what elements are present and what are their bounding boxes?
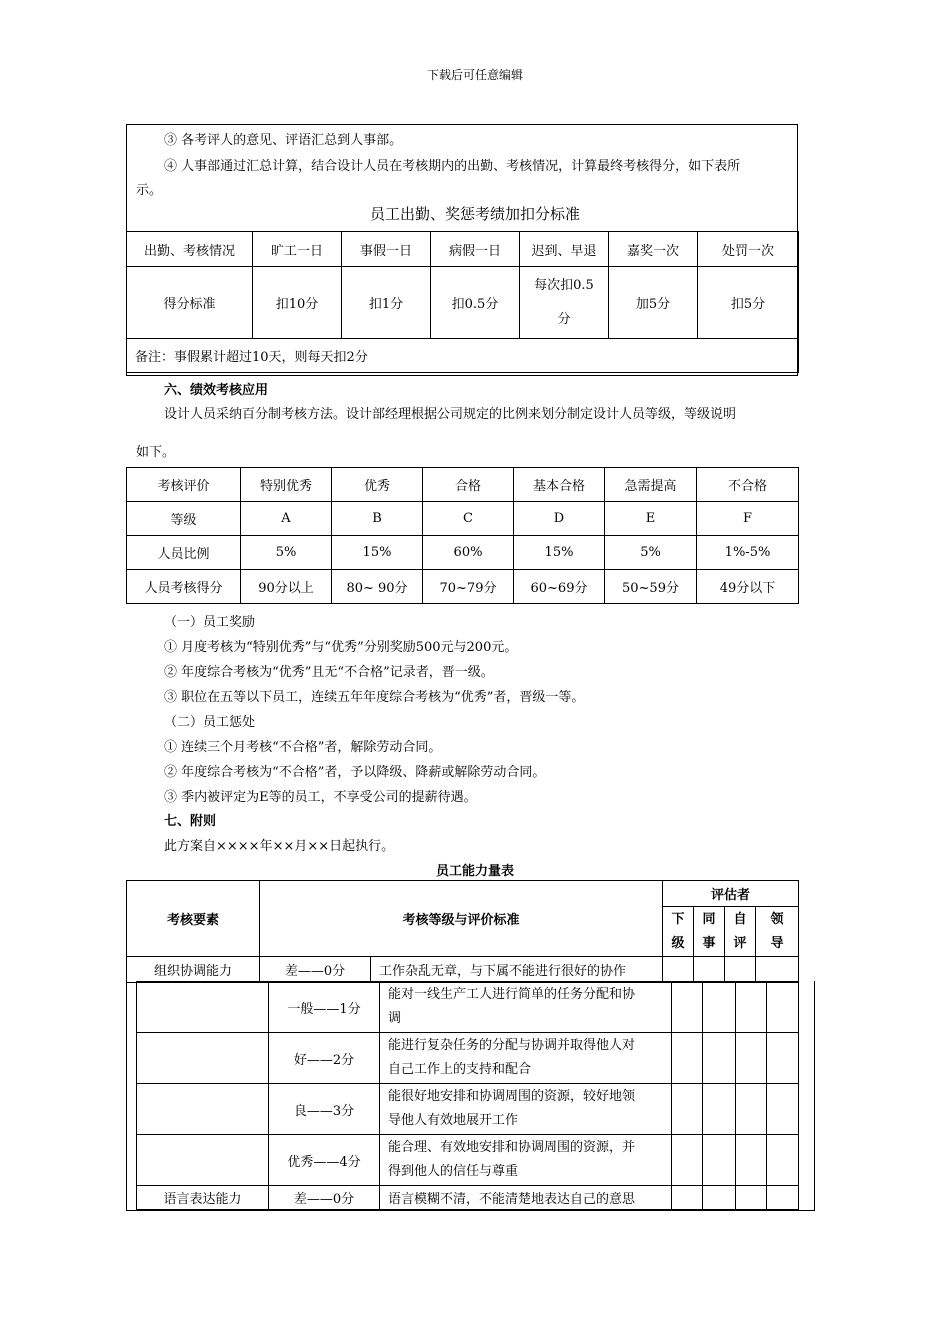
element-cell <box>137 1135 269 1186</box>
desc-cell <box>380 1135 672 1186</box>
score-cell <box>694 957 725 983</box>
attendance-score-late-line-1: 每次扣0.5 <box>534 277 594 293</box>
evaluator-char: 评 <box>733 935 747 951</box>
grade-cell: 15% <box>332 536 423 570</box>
desc-line: 能对一线生产工人进行简单的任务分配和协 <box>388 987 636 1002</box>
section7-text: 此方案自××××年××月××日起执行。 <box>164 839 395 854</box>
page-header: 下载后可任意编辑 <box>426 68 523 82</box>
grade-cell: 50~59分 <box>605 570 697 604</box>
attendance-title: 员工出勤、奖惩考绩加扣分标准 <box>369 205 580 223</box>
desc-cell <box>380 1084 672 1135</box>
section6-heading: 六、绩效考核应用 <box>164 383 269 398</box>
score-cell <box>736 1186 767 1210</box>
score-cell <box>672 982 703 1033</box>
level-cell: 优秀——4分 <box>269 1135 380 1186</box>
intro-line-1: ③ 各考评人的意见、评语汇总到人事部。 <box>164 133 403 148</box>
penalty-item: ① 连续三个月考核“不合格”者，解除劳动合同。 <box>164 740 442 755</box>
evaluator-char: 自 <box>733 911 747 927</box>
grade-cell: 人员考核得分 <box>127 570 241 604</box>
penalty-item: ② 年度综合考核为“不合格”者，予以降级、降薪或解除劳动合同。 <box>164 765 546 780</box>
score-cell <box>725 957 756 983</box>
score-cell <box>767 1135 799 1186</box>
header-element: 考核要素 <box>127 881 260 957</box>
grade-cell: 5% <box>241 536 332 570</box>
desc-cell: 工作杂乱无章，与下属不能进行很好的协作 <box>371 957 663 983</box>
score-cell <box>736 1033 767 1084</box>
element-org: 组织协调能力 <box>127 957 260 983</box>
evaluator-leader <box>756 907 799 957</box>
level-cell: 良——3分 <box>269 1084 380 1135</box>
grade-cell: E <box>605 502 697 536</box>
attendance-score: 扣1分 <box>342 267 431 339</box>
score-cell <box>767 1186 799 1210</box>
score-cell <box>736 1135 767 1186</box>
score-cell <box>703 1186 736 1210</box>
level-cell: 差——0分 <box>260 957 371 983</box>
attendance-score: 扣0.5分 <box>431 267 520 339</box>
evaluator-peer <box>694 907 725 957</box>
grade-cell: 49分以下 <box>697 570 799 604</box>
desc-line: 导他人有效地展开工作 <box>388 1113 519 1128</box>
bottom-border <box>126 1210 815 1211</box>
evaluator-char: 级 <box>671 935 685 951</box>
evaluator-char: 同 <box>702 911 716 927</box>
grade-cell: F <box>697 502 799 536</box>
attendance-header: 处罚一次 <box>698 232 799 267</box>
grade-cell: 急需提高 <box>605 468 697 502</box>
grade-cell: C <box>423 502 514 536</box>
desc-cell <box>380 982 672 1033</box>
ability-table-header <box>126 880 799 983</box>
grade-cell: 60% <box>423 536 514 570</box>
desc-line: 得到他人的信任与尊重 <box>388 1164 519 1179</box>
grade-table <box>126 467 799 604</box>
score-cell <box>736 982 767 1033</box>
evaluator-char: 下 <box>671 911 685 927</box>
penalty-item: ③ 季内被评定为E等的员工，不享受公司的提薪待遇。 <box>164 790 477 805</box>
penalties-heading: （二）员工惩处 <box>164 715 256 730</box>
grade-cell: 考核评价 <box>127 468 241 502</box>
score-cell <box>756 957 799 983</box>
level-cell: 好——2分 <box>269 1033 380 1084</box>
section6-para-1: 设计人员采纳百分制考核方法。设计部经理根据公司规定的比例来划分制定设计人员等级，等级说明 <box>164 407 737 422</box>
attendance-note: 备注：事假累计超过10天，则每天扣2分 <box>127 339 799 373</box>
grade-cell: 人员比例 <box>127 536 241 570</box>
score-cell <box>672 1186 703 1210</box>
attendance-score-late-line-2: 分 <box>557 311 571 327</box>
score-cell <box>663 957 694 983</box>
attendance-header: 病假一日 <box>431 232 520 267</box>
attendance-header: 嘉奖一次 <box>609 232 698 267</box>
attendance-header: 事假一日 <box>342 232 431 267</box>
attendance-score: 加5分 <box>609 267 698 339</box>
intro-line-3: 示。 <box>136 183 163 198</box>
grade-cell: 90分以上 <box>241 570 332 604</box>
desc-line: 调 <box>388 1011 402 1026</box>
ability-title: 员工能力量表 <box>435 864 514 879</box>
score-cell <box>736 1084 767 1135</box>
grade-cell: 1%-5% <box>697 536 799 570</box>
element-cell <box>137 1033 269 1084</box>
grade-cell: 15% <box>514 536 605 570</box>
element-cell <box>137 1084 269 1135</box>
evaluator-self <box>725 907 756 957</box>
header-standard: 考核等级与评价标准 <box>260 881 663 957</box>
score-cell <box>703 1135 736 1186</box>
rewards-heading: （一）员工奖励 <box>164 615 256 630</box>
grade-cell: 70~79分 <box>423 570 514 604</box>
desc-line: 自己工作上的支持和配合 <box>388 1062 532 1077</box>
grade-cell: A <box>241 502 332 536</box>
attendance-header: 迟到、早退 <box>520 232 609 267</box>
level-cell: 一般——1分 <box>269 982 380 1033</box>
outer-left-border <box>126 981 127 1211</box>
element-language: 语言表达能力 <box>137 1186 269 1210</box>
score-cell <box>767 982 799 1033</box>
desc-line: 能很好地安排和协调周围的资源，较好地领 <box>388 1089 636 1104</box>
grade-cell: 等级 <box>127 502 241 536</box>
desc-line: 能合理、有效地安排和协调周围的资源，并 <box>388 1140 636 1155</box>
grade-cell: 特别优秀 <box>241 468 332 502</box>
score-cell <box>672 1084 703 1135</box>
evaluator-char: 领 <box>770 911 784 927</box>
score-cell <box>703 1084 736 1135</box>
grade-cell: 优秀 <box>332 468 423 502</box>
attendance-header: 出勤、考核情况 <box>127 232 253 267</box>
grade-cell: 60~69分 <box>514 570 605 604</box>
level-cell: 差——0分 <box>269 1186 380 1210</box>
reward-item: ③ 职位在五等以下员工，连续五年年度综合考核为“优秀”者，晋级一等。 <box>164 690 585 705</box>
intro-line-2: ④ 人事部通过汇总计算，结合设计人员在考核期内的出勤、考核情况，计算最终考核得分，如下表所 <box>164 159 741 174</box>
element-cell <box>137 982 269 1033</box>
score-cell <box>672 1033 703 1084</box>
evaluator-subordinate <box>663 907 694 957</box>
desc-cell <box>380 1033 672 1084</box>
attendance-row-label: 得分标准 <box>127 267 253 339</box>
score-cell <box>767 1033 799 1084</box>
attendance-score: 扣10分 <box>253 267 342 339</box>
section7-heading: 七、附则 <box>164 814 217 829</box>
grade-cell: D <box>514 502 605 536</box>
desc-cell: 语言模糊不清，不能清楚地表达自己的意思 <box>380 1186 672 1210</box>
grade-cell: B <box>332 502 423 536</box>
grade-cell: 不合格 <box>697 468 799 502</box>
grade-cell: 合格 <box>423 468 514 502</box>
reward-item: ① 月度考核为“特别优秀”与“优秀”分别奖励500元与200元。 <box>164 640 518 655</box>
header-evaluator: 评估者 <box>663 881 799 907</box>
reward-item: ② 年度综合考核为“优秀”且无“不合格”记录者，晋一级。 <box>164 665 494 680</box>
ability-table-body <box>136 981 799 1210</box>
attendance-score-late <box>520 267 609 339</box>
outer-right-border <box>814 981 815 1211</box>
score-cell <box>672 1135 703 1186</box>
section6-para-2: 如下。 <box>136 445 176 460</box>
attendance-header: 旷工一日 <box>253 232 342 267</box>
score-cell <box>767 1084 799 1135</box>
evaluator-char: 导 <box>770 935 784 951</box>
attendance-score: 扣5分 <box>698 267 799 339</box>
score-cell <box>703 982 736 1033</box>
evaluator-char: 事 <box>702 935 716 951</box>
attendance-table <box>126 231 799 373</box>
score-cell <box>703 1033 736 1084</box>
grade-cell: 80~ 90分 <box>332 570 423 604</box>
grade-cell: 基本合格 <box>514 468 605 502</box>
grade-cell: 5% <box>605 536 697 570</box>
desc-line: 能进行复杂任务的分配与协调并取得他人对 <box>388 1038 636 1053</box>
